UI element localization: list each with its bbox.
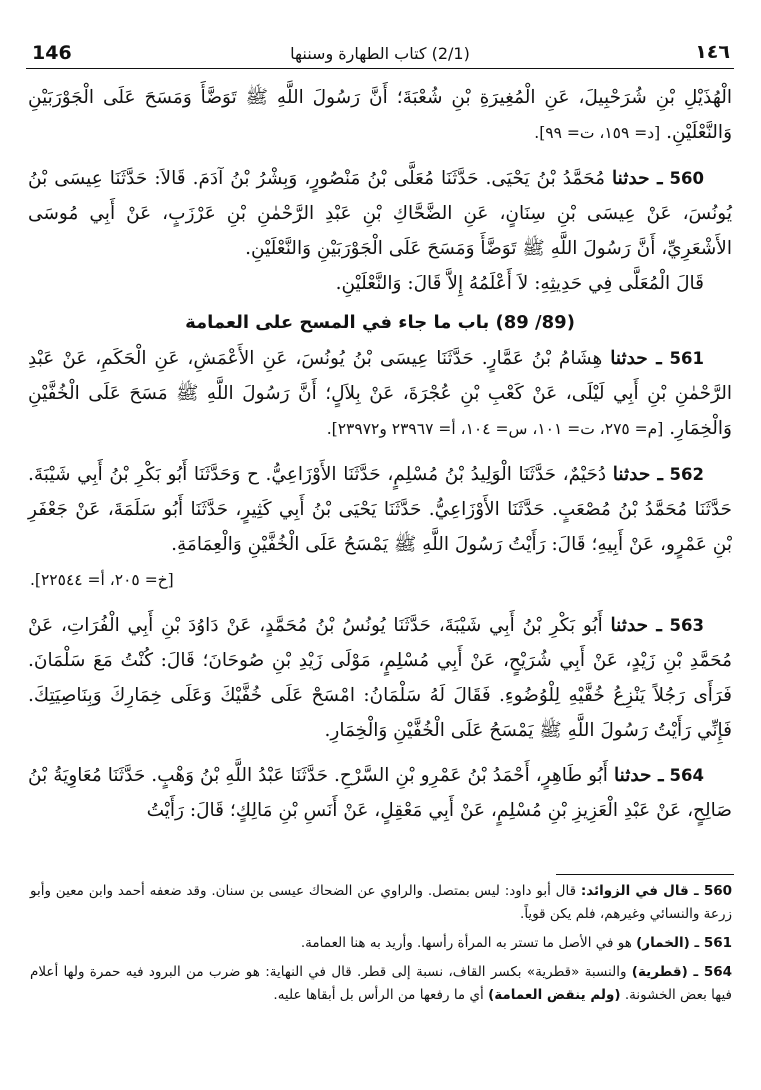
hadith-text: أَبُو بَكْرِ بْنُ أَبِي شَيْبَةَ، حَدَّثَنَا يُونُسُ بْنُ مُحَمَّدٍ، عَنْ دَاوُدَ بْنِ أَبِي الْفُرَاتِ، عَنْ مُحَمَّدِ بْنِ زَيْدٍ، عَنْ أَبِي شُرَيْحٍ، عَنْ أَبِي مُسْلِمٍ، مَوْلَى زَيْدِ بْنِ صُوحَانَ؛ قَالَ: كُنْتُ مَعَ سَلْمَانَ. فَرَأَى رَجُلاً يَنْزِعُ خُفَّيْهِ لِلْوُضُوءِ. فَقَالَ لَهُ سَلْمَانُ: امْسَحْ عَلَى خُفَّيْكَ وَعَلَى خِمَارِكَ وَبِنَاصِيَتِكَ. فَإِنِّي رَأَيْتُ رَسُولَ اللَّهِ ﷺ يَمْسَحُ عَلَى الْخُفَّيْنِ وَالْخِمَارِ. <box>28 615 732 741</box>
hadith-number: 563 <box>669 616 704 635</box>
hadith-562 <box>28 457 732 562</box>
hadith-continuation <box>28 80 732 151</box>
footnotes <box>30 880 732 1013</box>
hadith-keyword: ـ حدثنا <box>610 348 662 369</box>
hadith-564 <box>28 758 732 828</box>
page-header <box>26 38 734 69</box>
hadith-561 <box>28 341 732 447</box>
hadith-560 <box>28 161 732 266</box>
hadith-text: مُحَمَّدُ بْنُ يَحْيَى. حَدَّثَنَا مُعَلَّى بْنُ مَنْصُورٍ، وَبِشْرُ بْنُ آدَمَ. قَالاَ: حَدَّثَنَا عِيسَى بْنُ يُونُسَ، عَنْ عِيسَى بْنِ سِنَانٍ، عَنِ الضَّحَّاكِ بْنِ عَبْدِ الرَّحْمٰنِ بْنِ عَرْزَبٍ، عَنْ أَبِي مُوسَى الأَشْعَرِيِّ، أَنَّ رَسُولَ اللَّهِ ﷺ تَوَضَّأَ وَمَسَحَ عَلَى الْجَوْرَبَيْنِ وَالنَّعْلَيْنِ. <box>28 168 732 259</box>
chapter-title: (89/ 89) باب ما جاء في المسح على العمامة <box>185 312 575 333</box>
reference: [د= ١٥٩، ت= ٩٩]. <box>534 124 661 142</box>
hadith-number: 562 <box>669 465 704 484</box>
main-text <box>28 80 732 828</box>
footnote-label: 560 ـ قال في الزوائد: <box>580 883 733 899</box>
hadith-keyword: ـ حدثنا <box>610 615 662 636</box>
page-number-latin: 146 <box>32 42 72 64</box>
footnote-561 <box>30 932 732 955</box>
reference: [م= ٢٧٥، ت= ١٠١، س= ١٠٤، أ= ٢٣٩٦٧ و٢٣٩٧٢]. <box>326 420 664 438</box>
page-number-arabic: ١٤٦ <box>695 41 730 63</box>
hadith-keyword: ـ حدثنا <box>613 765 664 786</box>
hadith-text: قَالَ الْمُعَلَّى فِي حَدِيثِهِ: لاَ أَعْلَمُهُ إِلاَّ قَالَ: وَالنَّعْلَيْنِ. <box>335 273 704 294</box>
hadith-560-note <box>28 266 732 301</box>
footnote-text: هو في الأصل ما تستر به المرأة رأسها. وأريد به هنا العمامة. <box>300 935 632 951</box>
hadith-number: 560 <box>669 169 704 188</box>
footnote-564 <box>30 961 732 1007</box>
hadith-text: هِشَامُ بْنُ عَمَّارٍ. حَدَّثَنَا عِيسَى بْنُ يُونُسَ، عَنِ الأَعْمَشِ، عَنِ الْحَكَمِ، عَنْ عَبْدِ الرَّحْمٰنِ بْنِ أَبِي لَيْلَى، عَنْ كَعْبِ بْنِ عُجْرَةَ، عَنْ بِلاَلٍ؛ أَنَّ رَسُولَ اللَّهِ ﷺ مَسَحَ عَلَى الْخُفَّيْنِ وَالْخِمَارِ. <box>28 348 732 439</box>
footnote-text: قال أبو داود: ليس بمتصل. والراوي عن الضحاك عيسى بن سنان. وقد ضعفه أحمد وابن معين وأبو زرعة والنسائي وغيرهم، فلم يكن قوياً. <box>30 883 732 922</box>
hadith-text: دُحَيْمٌ، حَدَّثَنَا الْوَلِيدُ بْنُ مُسْلِمٍ، حَدَّثَنَا الأَوْزَاعِيُّ. ح وَحَدَّثَنَا أَبُو بَكْرِ بْنُ أَبِي شَيْبَةَ. حَدَّثَنَا مُحَمَّدُ بْنُ مُصْعَبٍ. حَدَّثَنَا الأَوْزَاعِيُّ. حَدَّثَنَا يَحْيَى بْنُ أَبِي كَثِيرٍ، حَدَّثَنَا أَبُو سَلَمَةَ، عَنْ جَعْفَرِ بْنِ عَمْرٍو، عَنْ أَبِيهِ؛ قَالَ: رَأَيْتُ رَسُولَ اللَّهِ ﷺ يَمْسَحُ عَلَى الْخُفَّيْنِ وَالْعِمَامَةِ. <box>28 464 732 555</box>
hadith-keyword: ـ حدثنا <box>612 168 663 189</box>
footnote-text: أي ما رفعها من الرأس بل أبقاها عليه. <box>273 987 484 1003</box>
footnote-text: والنسبة «قطرية» بكسر القاف، نسبة إلى قطر. قال في النهاية: هو ضرب من البرود فيه حمرة ولها أعلام فيها بعض الخشونة. <box>30 964 732 1003</box>
hadith-text: أَبُو طَاهِرٍ، أَحْمَدُ بْنُ عَمْرِو بْنِ السَّرْحِ. حَدَّثَنَا عَبْدُ اللَّهِ بْنُ وَهْبٍ. حَدَّثَنَا مُعَاوِيَةُ بْنُ صَالِحٍ، عَنْ عَبْدِ الْعَزِيزِ بْنِ مُسْلِمٍ، عَنْ أَبِي مَعْقِلٍ، عَنْ أَنَسِ بْنِ مَالِكٍ؛ قَالَ: رَأَيْتُ <box>28 765 732 821</box>
footnote-560 <box>30 880 732 926</box>
hadith-text: الْهُذَيْلِ بْنِ شُرَحْبِيلَ، عَنِ الْمُغِيرَةِ بْنِ شُعْبَةَ؛ أَنَّ رَسُولَ اللَّهِ ﷺ تَوَضَّأَ وَمَسَحَ عَلَى الْجَوْرَبَيْنِ وَالنَّعْلَيْنِ. <box>28 87 732 143</box>
hadith-number: 561 <box>669 349 704 368</box>
footnote-label: 561 ـ (الخمار) <box>636 935 732 951</box>
reference: [خ= ٢٠٥، أ= ٢٢٥٤٤]. <box>30 571 174 589</box>
footnote-label: 564 ـ (قطرية) <box>631 964 733 980</box>
hadith-562-reference <box>28 562 732 598</box>
hadith-keyword: ـ حدثنا <box>612 464 663 485</box>
footnote-divider <box>556 874 734 875</box>
footnote-label: (ولم ينقض العمامة) <box>488 987 621 1003</box>
hadith-563 <box>28 608 732 748</box>
hadith-number: 564 <box>669 766 704 785</box>
running-title: (2/1) كتاب الطهارة وسننها <box>290 44 470 63</box>
